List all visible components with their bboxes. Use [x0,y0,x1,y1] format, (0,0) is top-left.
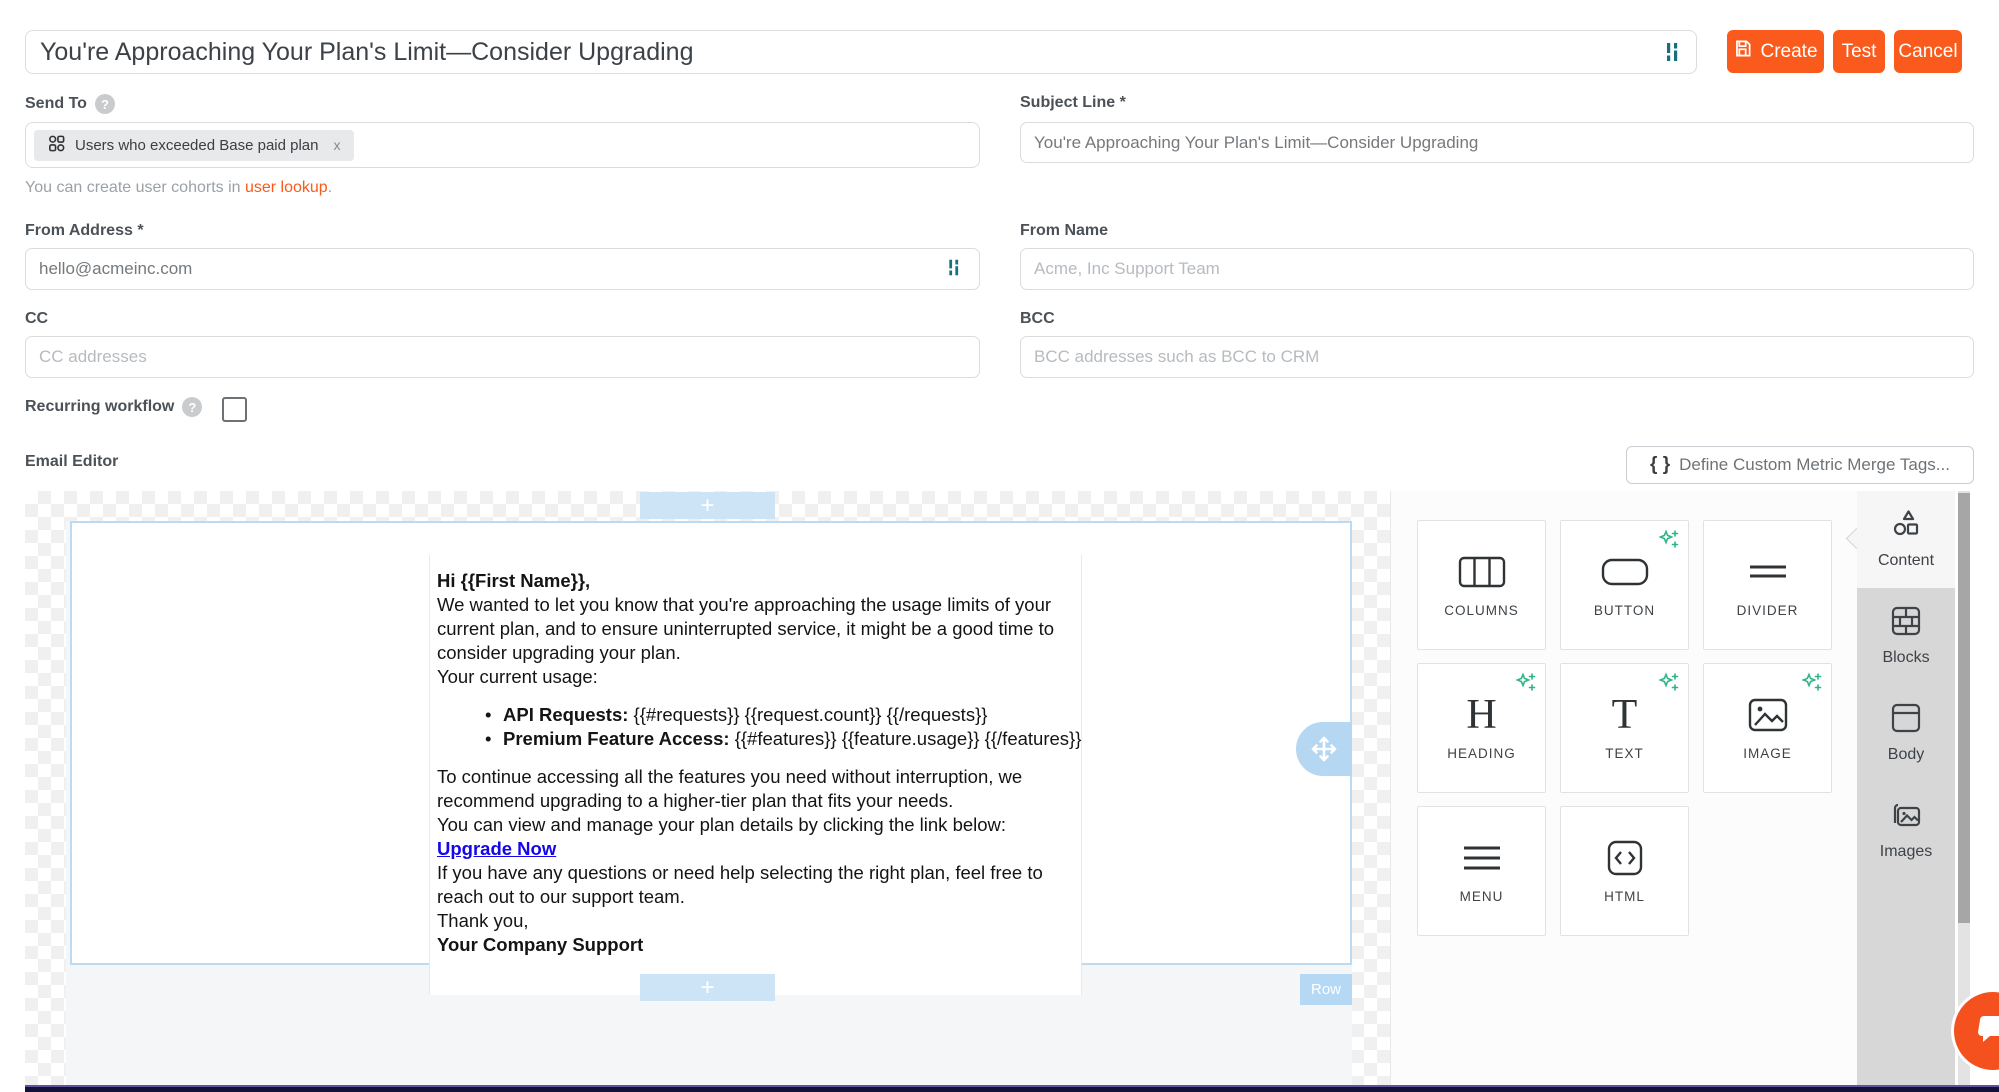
menu-block-icon [1463,837,1501,879]
email-canvas[interactable] [25,491,1390,1085]
bcc-label: BCC [1020,310,1055,327]
block-card-columns[interactable] [1417,520,1546,650]
define-merge-tags-button[interactable]: { } Define Custom Metric Merge Tags... [1626,446,1974,484]
email-bullet-line: • Premium Feature Access: {{#features}} {{feature.usage}} {{/features}} [437,727,1081,751]
cohort-chip[interactable] [34,130,354,161]
tab-label: Images [1879,843,1933,860]
email-text-line: Hi {{First Name}}, [437,570,591,591]
panel-scrollbar-thumb[interactable] [1958,493,1970,923]
block-card-button[interactable] [1560,520,1689,650]
email-text-line: recommend upgrading to a higher-tier plan that fits your needs. [437,790,954,811]
tab-label: Blocks [1882,649,1930,666]
cancel-button-label: Cancel [1898,40,1958,62]
block-card-html[interactable] [1560,806,1689,936]
braces-icon: { } [1650,454,1671,475]
block-card-text[interactable] [1560,663,1689,793]
upgrade-now-link[interactable]: Upgrade Now [437,838,557,859]
ai-sparkle-icon [1657,671,1681,700]
block-card-label: HEADING [1447,746,1516,761]
email-text-line: consider upgrading your plan. [437,642,681,663]
columns-block-icon [1458,551,1506,593]
cc-label: CC [25,310,49,327]
email-text-line: Your Company Support [437,934,644,955]
tab-body-icon [1891,703,1921,738]
recurring-workflow-checkbox[interactable] [222,397,247,422]
save-icon [1733,39,1752,64]
row-drag-handle[interactable] [1296,722,1352,776]
email-editor-label: Email Editor [25,453,119,470]
email-paragraph-gap [437,751,1081,765]
tab-content-icon [1891,509,1921,544]
send-to-label: Send To ? [25,94,115,114]
email-text-line: If you have any questions or need help selecting the right plan, feel free to [437,862,1043,883]
ai-sparkle-icon [1800,671,1824,700]
email-body-text [430,555,1081,957]
ai-sparkle-icon [1514,671,1538,700]
image-block-icon [1748,694,1788,736]
tab-content[interactable] [1857,491,1955,588]
block-card-label: COLUMNS [1444,603,1519,618]
block-card-heading[interactable] [1417,663,1546,793]
send-to-help-icon[interactable]: ? [95,94,115,114]
block-card-label: TEXT [1605,746,1644,761]
email-text-line: We wanted to let you know that you're approaching the usage limits of your [437,594,1052,615]
tab-label: Content [1877,552,1935,569]
add-row-top-button[interactable]: + [640,492,775,519]
block-card-label: DIVIDER [1736,603,1799,618]
email-text-line: current plan, and to ensure uninterrupted service, it might be a good time to [437,618,1055,639]
test-button[interactable] [1833,30,1885,73]
text-block-icon: T [1611,692,1638,738]
html-block-icon [1607,837,1643,879]
email-text-line: Thank you, [437,910,529,931]
from-name-label: From Name [1020,222,1109,239]
from-address-label: From Address * [25,222,144,239]
email-text-line: reach out to our support team. [437,886,685,907]
campaign-name-input[interactable] [26,38,1662,67]
bottom-section-edge [25,1085,1999,1092]
campaign-name-field [25,30,1697,74]
content-blocks-panel [1390,491,1857,1085]
cc-input[interactable] [25,336,980,378]
block-card-label: IMAGE [1743,746,1792,761]
divider-block-icon [1749,551,1787,593]
email-text-line [437,837,1081,861]
cancel-button[interactable] [1894,30,1962,73]
send-to-field[interactable] [25,122,980,168]
from-address-field [25,248,980,290]
cohort-chip-label: Users who exceeded Base paid plan [75,136,319,154]
block-card-divider[interactable] [1703,520,1832,650]
chat-icon [1972,1010,1999,1052]
block-card-menu[interactable] [1417,806,1546,936]
block-card-label: MENU [1459,889,1504,904]
merge-tag-icon[interactable] [945,257,967,281]
row-badge: Row [1300,974,1352,1005]
email-bullet-line: • API Requests: {{#requests}} {{request.count}} {{/requests}} [437,703,1081,727]
user-lookup-link[interactable]: user lookup [244,179,328,196]
editor-sidebar-tabs [1857,491,1955,1085]
from-address-input[interactable] [26,259,945,279]
email-text-line: To continue accessing all the features you need without interruption, we [437,766,1023,787]
test-button-label: Test [1841,40,1877,62]
email-text-line: Your current usage: [437,666,598,687]
add-row-bottom-button[interactable]: + [640,974,775,1001]
email-paragraph-gap [437,689,1081,703]
tab-images-icon [1890,800,1922,835]
cohort-group-icon [47,134,66,157]
recurring-workflow-label: Recurring workflow ? [25,397,202,417]
email-text-line: You can view and manage your plan details by clicking the link below: [437,814,1007,835]
subject-line-input[interactable] [1020,122,1974,163]
selected-email-row[interactable] [70,521,1352,965]
from-name-input[interactable] [1020,248,1974,290]
email-text-block[interactable] [429,555,1082,995]
merge-tag-icon[interactable] [1662,40,1684,64]
move-icon [1308,733,1340,765]
subject-line-label: Subject Line * [1020,94,1126,111]
create-button[interactable] [1727,30,1824,73]
tab-blocks[interactable] [1857,588,1955,685]
recurring-help-icon[interactable]: ? [182,397,202,417]
heading-block-icon: H [1466,692,1497,738]
tab-blocks-icon [1891,606,1921,641]
cohort-chip-remove-icon[interactable]: x [333,137,341,153]
tab-body[interactable] [1857,685,1955,782]
block-card-label: BUTTON [1593,603,1656,618]
tab-label: Body [1887,746,1925,763]
ai-sparkle-icon [1657,528,1681,557]
create-button-label: Create [1760,40,1818,62]
button-block-icon [1601,551,1649,593]
send-to-helper-text: You can create user cohorts in user lookup. [25,179,333,196]
tab-images[interactable] [1857,782,1955,879]
block-card-image[interactable] [1703,663,1832,793]
block-card-label: HTML [1604,889,1645,904]
bcc-input[interactable] [1020,336,1974,378]
